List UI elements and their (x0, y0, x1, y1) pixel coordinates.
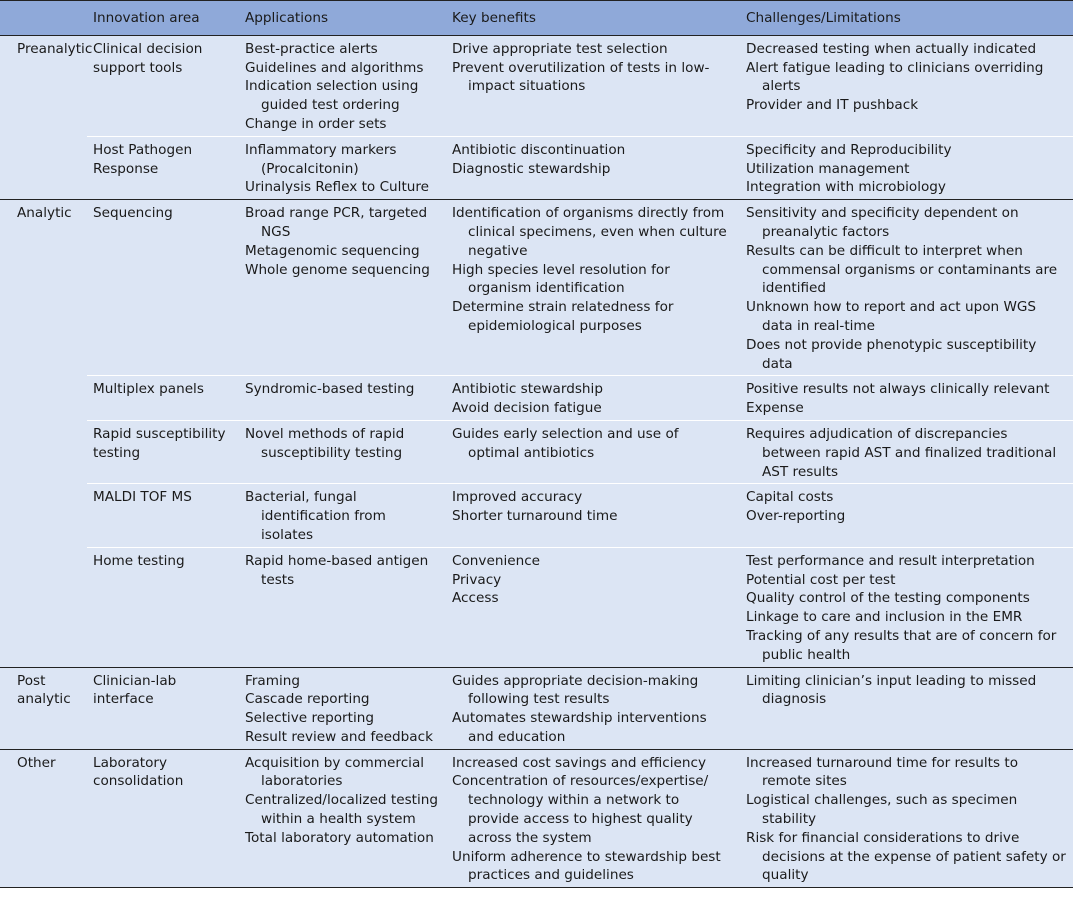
table-row (0, 420, 1073, 483)
challenge-item: Potential cost per test (746, 571, 896, 588)
application-item: Bacterial, fungal identification from isolates (245, 489, 386, 543)
table-row (0, 667, 1073, 749)
application-item: Whole genome sequencing (245, 261, 430, 278)
header-row (0, 1, 1073, 36)
application-item: Guidelines and algorithms (245, 59, 424, 76)
benefit-item: Guides appropriate decision-making following test results (452, 672, 699, 708)
challenge-item: Expense (746, 400, 804, 417)
applications-cell (239, 200, 446, 376)
benefit-item: Improved accuracy (452, 489, 583, 506)
group-preanalytic (0, 35, 1073, 199)
application-item: Syndromic-based testing (245, 381, 415, 398)
innovation-area-cell: Host Pathogen Response (87, 136, 239, 199)
challenge-item: Linkage to care and inclusion in the EMR (746, 609, 1023, 626)
innovation-area-cell: Clinician-lab interface (87, 667, 239, 749)
challenges-cell (740, 200, 1073, 376)
benefit-item: Concentration of resources/expertise/ technology within a network to provide access to highest quality across the system (452, 773, 709, 846)
benefit-item: Antibiotic stewardship (452, 381, 603, 398)
challenge-item: Limiting clinician’s input leading to missed diagnosis (746, 672, 1037, 708)
application-item: Total laboratory automation (245, 829, 434, 846)
benefit-item: Automates stewardship interventions and education (452, 710, 707, 745)
challenge-item: Increased turnaround time for results to remote sites (746, 754, 1019, 790)
applications-cell (239, 547, 446, 667)
benefits-cell (446, 35, 740, 136)
benefit-item: Avoid decision fatigue (452, 400, 602, 417)
challenge-item: Capital costs (746, 489, 834, 506)
table-row (0, 484, 1073, 547)
application-item: Novel methods of rapid susceptibility testing (245, 425, 405, 461)
challenge-item: Alert fatigue leading to clinicians overriding alerts (746, 59, 1044, 95)
benefit-item: Drive appropriate test selection (452, 40, 668, 57)
challenges-cell (740, 376, 1073, 421)
header-phase (0, 1, 87, 36)
innovation-area-cell: Clinical decision support tools (87, 35, 239, 136)
innovation-area-cell: Home testing (87, 547, 239, 667)
application-item: Cascade reporting (245, 691, 370, 708)
benefit-item: Convenience (452, 552, 541, 569)
applications-cell (239, 749, 446, 888)
benefit-item: High species level resolution for organism identification (452, 261, 670, 297)
application-item: Broad range PCR, targeted NGS (245, 205, 428, 240)
challenges-cell (740, 35, 1073, 136)
applications-cell (239, 484, 446, 547)
header-challenges: Challenges/Limitations (740, 1, 1073, 36)
application-item: Urinalysis Reflex to Culture (245, 179, 430, 196)
challenge-item: Risk for financial considerations to drive decisions at the expense of patient safety or quality (746, 829, 1066, 884)
innovation-area-cell: Rapid susceptibility testing (87, 420, 239, 483)
challenge-item: Logistical challenges, such as specimen stability (746, 792, 1018, 828)
challenges-cell (740, 749, 1073, 888)
innovation-area-cell: Sequencing (87, 200, 239, 376)
group-analytic (0, 200, 1073, 667)
challenge-item: Does not provide phenotypic susceptibility data (746, 336, 1037, 372)
header-applications: Applications (239, 1, 446, 36)
phase-cell: Analytic (0, 200, 87, 667)
benefit-item: Privacy (452, 571, 502, 588)
challenge-item: Quality control of the testing components (746, 590, 1030, 607)
benefit-item: Access (452, 590, 499, 607)
benefits-cell (446, 667, 740, 749)
challenge-item: Provider and IT pushback (746, 97, 919, 114)
benefits-cell (446, 420, 740, 483)
benefits-cell (446, 136, 740, 199)
innovation-area-cell: MALDI TOF MS (87, 484, 239, 547)
benefit-item: Prevent overutilization of tests in low-impact situations (452, 59, 710, 95)
challenge-item: Positive results not always clinically relevant (746, 381, 1050, 398)
application-item: Selective reporting (245, 710, 374, 727)
challenge-item: Specificity and Reproducibility (746, 141, 952, 158)
applications-cell (239, 35, 446, 136)
header-innovation-area: Innovation area (87, 1, 239, 36)
challenges-cell (740, 547, 1073, 667)
application-item: Centralized/localized testing within a health system (245, 792, 439, 828)
innovation-area-cell: Laboratory consolidation (87, 749, 239, 888)
application-item: Metagenomic sequencing (245, 242, 420, 259)
benefit-item: Uniform adherence to stewardship best practices and guidelines (452, 848, 721, 884)
benefit-item: Guides early selection and use of optimal antibiotics (452, 425, 679, 461)
table-row (0, 749, 1073, 888)
benefit-item: Increased cost savings and efficiency (452, 754, 707, 771)
application-item: Change in order sets (245, 115, 387, 132)
table-row (0, 376, 1073, 421)
innovation-area-cell: Multiplex panels (87, 376, 239, 421)
challenge-item: Unknown how to report and act upon WGS data in real-time (746, 299, 1037, 334)
phase-cell: Preanalytic (0, 35, 87, 199)
table-row (0, 547, 1073, 667)
benefits-cell (446, 749, 740, 888)
phase-cell: Post analytic (0, 667, 87, 749)
benefit-item: Identification of organisms directly from clinical specimens, even when culture negative (452, 205, 727, 259)
challenge-item: Over-reporting (746, 508, 846, 525)
benefits-cell (446, 547, 740, 667)
challenges-cell (740, 667, 1073, 749)
table-header (0, 1, 1073, 36)
challenges-cell (740, 484, 1073, 547)
challenge-item: Utilization management (746, 160, 910, 177)
benefits-cell (446, 200, 740, 376)
phase-cell: Other (0, 749, 87, 888)
table-row (0, 136, 1073, 199)
challenge-item: Tracking of any results that are of concern for public health (746, 627, 1057, 663)
application-item: Inflammatory markers (Procalcitonin) (245, 141, 397, 177)
application-item: Framing (245, 672, 301, 689)
benefit-item: Diagnostic stewardship (452, 160, 611, 177)
benefit-item: Determine strain relatedness for epidemiological purposes (452, 299, 674, 334)
applications-cell (239, 376, 446, 421)
application-item: Indication selection using guided test ordering (245, 78, 419, 114)
header-key-benefits: Key benefits (446, 1, 740, 36)
application-item: Result review and feedback (245, 728, 433, 745)
applications-cell (239, 420, 446, 483)
table-row (0, 200, 1073, 376)
benefit-item: Antibiotic discontinuation (452, 141, 626, 158)
application-item: Best-practice alerts (245, 40, 378, 57)
application-item: Acquisition by commercial laboratories (245, 754, 425, 790)
applications-cell (239, 667, 446, 749)
challenge-item: Test performance and result interpretation (746, 552, 1035, 569)
challenges-cell (740, 420, 1073, 483)
challenge-item: Integration with microbiology (746, 179, 946, 196)
table-row (0, 35, 1073, 136)
group-post-analytic (0, 667, 1073, 749)
group-other (0, 749, 1073, 888)
challenge-item: Sensitivity and specificity dependent on preanalytic factors (746, 205, 1019, 240)
challenge-item: Decreased testing when actually indicated (746, 40, 1037, 57)
application-item: Rapid home-based antigen tests (245, 552, 429, 588)
benefits-cell (446, 484, 740, 547)
challenge-item: Requires adjudication of discrepancies between rapid AST and finalized traditional AST results (746, 425, 1057, 480)
challenge-item: Results can be difficult to interpret when commensal organisms or contaminants are identified (746, 242, 1058, 297)
applications-cell (239, 136, 446, 199)
challenges-cell (740, 136, 1073, 199)
benefit-item: Shorter turnaround time (452, 508, 618, 525)
benefits-cell (446, 376, 740, 421)
